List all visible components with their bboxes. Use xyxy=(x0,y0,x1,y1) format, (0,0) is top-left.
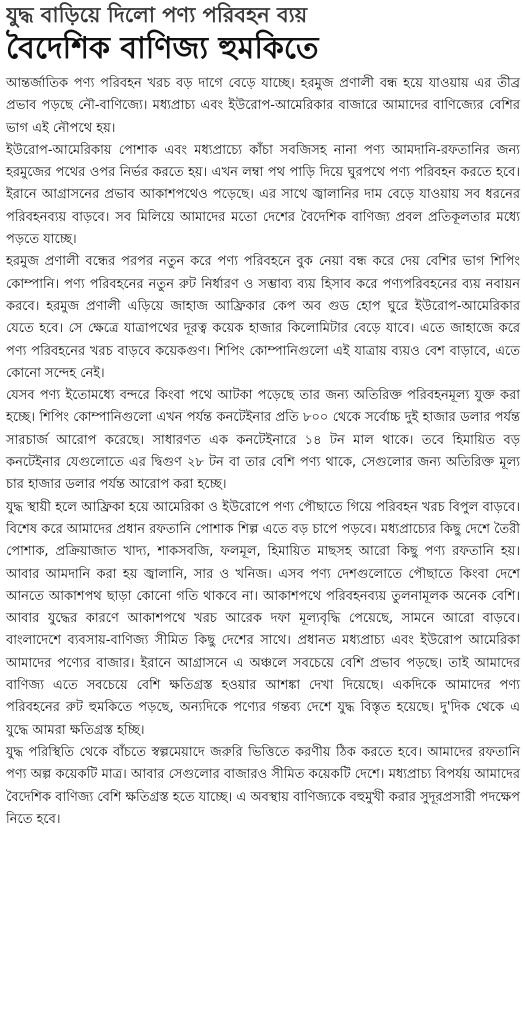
paragraph-6: যুদ্ধ পরিস্থিতি থেকে বাঁচতে স্বল্পমেয়াদে জরুরি ভিত্তিতে করণীয় ঠিক করতে হবে। আমাদের রফতানি পণ্য অল্প কয়েকটি মাত্র। আবার সেগুলোর বাজারও সীমিত কয়েকটি দেশে। মধ্যপ্রাচ্য বিপর্যয় আমাদের বৈদেশিক বাণিজ্য বেশি ক্ষতিগ্রস্ত হতে যাচ্ছে। এ অবস্থায় বাণিজ্যকে বহুমুখী করার সুদূরপ্রসারী পদক্ষেপ নিতে হবে। xyxy=(6,744,520,827)
main-headline: বৈদেশিক বাণিজ্য হুমকিতে xyxy=(6,31,319,66)
kicker-headline: যুদ্ধ বাড়িয়ে দিলো পণ্য পরিবহন ব্যয় xyxy=(6,3,308,27)
paragraph-2: ইউরোপ-আমেরিকায় পোশাক এবং মধ্যপ্রাচ্যে কাঁচা সবজিসহ নানা পণ্য আমদানি-রফতানির জন্য হরমুজের পথের ওপর নির্ভর করতে হয়। এখন লম্বা পথ পাড়ি দিয়ে ঘুরপথে পণ্য পরিবহন করতে হবে। ইরানে আগ্রাসনের প্রভাব আকাশপথেও পড়েছে। এর সাথে জ্বালানির দাম বেড়ে যাওয়ায় সব ধরনের পরিবহনব্যয় বাড়বে। সব মিলিয়ে আমাদের মতো দেশের বৈদেশিক বাণিজ্য প্রবল প্রতিকূলতার মধ্যে পড়তে যাচ্ছে। xyxy=(6,142,520,248)
paragraph-1: আন্তর্জাতিক পণ্য পরিবহন খরচ বড় দাগে বেড়ে যাচ্ছে। হরমুজ প্রণালী বন্ধ হয়ে যাওয়ায় এর তীব্র প্রভাব পড়ছে নৌ-বাণিজ্যে। মধ্যপ্রাচ্য এবং ইউরোপ-আমেরিকার বাজারে আমাদের বাণিজ্যের বেশির ভাগ এই নৌপথে হয়। xyxy=(6,76,520,136)
paragraph-4: যেসব পণ্য ইতোমধ্যে বন্দরে কিংবা পথে আটকা পড়েছে তার জন্য অতিরিক্ত পরিবহনমূল্য যুক্ত করা হচ্ছে। শিপিং কোম্পানিগুলো এখন পর্যন্ত কনটেইনার প্রতি ৮০০ থেকে সর্বোচ্চ দুই হাজার ডলার পর্যন্ত সারচার্জ আরোপ করেছে। সাধারণত এক কনটেইনারে ১৪ টন মাল থাকে। তবে হিমায়িত বড় কনটেইনার যেগুলোতে এর দ্বিগুণ ২৮ টন বা তার বেশি পণ্য থাকে, সেগুলোর জন্য অতিরিক্ত মূল্য চার হাজার ডলার পর্যন্ত আরোপ করা হচ্ছে। xyxy=(6,388,520,493)
paragraph-5: যুদ্ধ স্থায়ী হলে আফ্রিকা হয়ে আমেরিকা ও ইউরোপে পণ্য পৌছাতে গিয়ে পরিবহন খরচ বিপুল বাড়বে। বিশেষ করে আমাদের প্রধান রফতানি পোশাক শিল্প এতে বড় চাপে পড়বে। মধ্যপ্রাচ্যের কিছু দেশে তৈরী পোশাক, প্রক্রিয়াজাত খাদ্য, শাকসবজি, ফলমূল, হিমায়িত মাছসহ আরো কিছু পণ্য রফতানি হয়। আবার আমদানি করা হয় জ্বালানি, সার ও খনিজ। এসব পণ্য দেশগুলোতে পৌছাতে কিংবা দেশে আনতে আকাশপথ ছাড়া কোনো গতি থাকবে না। আকাশপথে পরিবহনব্যয় তুলনামূলক অনেক বেশি। আবার যুদ্ধের কারণে আকাশপথে খরচ আরেক দফা মূল্যবৃদ্ধি পেয়েছে, সামনে আরো বাড়বে। বাংলাদেশে ব্যবসায়-বাণিজ্য সীমিত কিছু দেশের সাথে। প্রধানত মধ্যপ্রাচ্য এবং ইউরোপ আমেরিকা আমাদের পণ্যের বাজার। ইরানে আগ্রাসনে এ অঞ্চলে সবচেয়ে বেশি প্রভাব পড়ছে। তাই আমাদের বাণিজ্য এতে সবচেয়ে বেশি ক্ষতিগ্রস্ত হওয়ার আশঙ্কা দেখা দিয়েছে। একদিকে আমাদের পণ্য পরিবহনের রুট হুমকিতে পড়ছে, অন্যদিকে পণ্যের গন্তব্য দেশে যুদ্ধ বিস্তৃত হয়েছে। দু'দিক থেকে এ যুদ্ধে আমরা ক্ষতিগ্রস্ত হচ্ছি। xyxy=(6,499,520,738)
article-body xyxy=(6,73,520,831)
paragraph-3: হরমুজ প্রণালী বন্ধের পরপর নতুন করে পণ্য পরিবহনে বুক নেয়া বন্ধ করে দেয় বেশির ভাগ শিপিং কোম্পানি। পণ্য পরিবহনের নতুন রুট নির্ধারণ ও সম্ভাব্য ব্যয় হিসাব করে পণ্যপরিবহনের ব্যয় নবায়ন করবে। হরমুজ প্রণালী এড়িয়ে জাহাজ আফ্রিকার কেপ অব গুড হোপ ঘুরে ইউরোপ-আমেরিকার যেতে হবে। সে ক্ষেত্রে যাত্রাপথের দূরত্ব কয়েক হাজার কিলোমিটার বেড়ে যাবে। এতে জাহাজে করে পণ্য পরিবহনের খরচ বাড়বে কয়েকগুণ। শিপিং কোম্পানিগুলো এই যাত্রায় ব্যয়ও বেশ বাড়াবে, এতে কোনো সন্দেহ নেই। xyxy=(6,254,520,381)
